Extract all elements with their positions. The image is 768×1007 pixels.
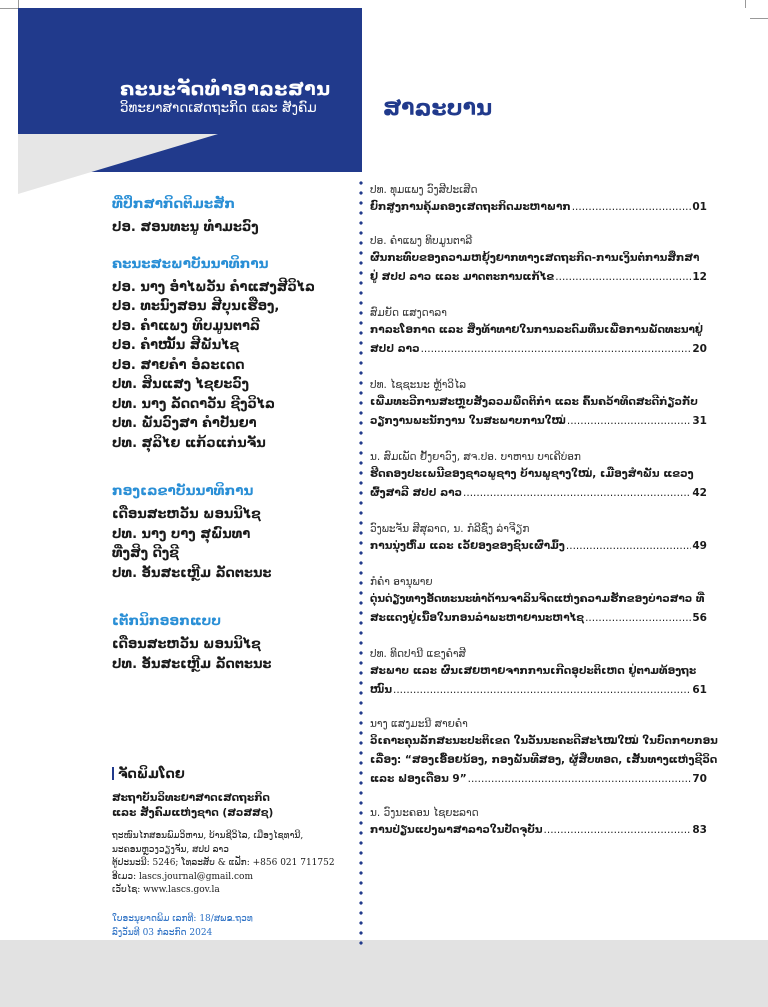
toc-author: ກໍຄໍາ ອານຸພາຍ <box>370 576 433 588</box>
toc-leader-dots <box>421 340 692 359</box>
editorial-board-title: ຄະນະຈັດທໍາອາລະສານ <box>120 78 331 100</box>
toc-page-number: 31 <box>692 415 707 427</box>
member-name: ປອ. ທະນົງສອນ ສີບຸນເຮືອງ, <box>112 299 280 314</box>
toc-entry[interactable] <box>370 233 707 287</box>
toc-leader-dots <box>463 484 691 503</box>
publisher-org <box>112 791 352 821</box>
toc-article-title <box>370 321 707 340</box>
member-name: ປທ. ນາງ ລັດດາວັນ ຊີງວິໄລ <box>112 396 276 412</box>
toc-author: ນ. ສົມເພັດ ຢັ້ງຍາວົງ, ສຈ.ປອ. ບາຫານ ບາເຄີບ່ອກ <box>370 451 581 463</box>
toc-entry[interactable] <box>370 574 707 628</box>
toc-article-title <box>370 249 707 268</box>
toc-author: ນາງ ແສງມະນີ ສາຍຄໍາ <box>370 718 468 730</box>
member-name: ປອ. ນາງ ອໍາໄພວັນ ຄໍາແສງສີວິໄລ <box>112 279 315 295</box>
publisher-address <box>112 830 352 898</box>
editorial-council-section <box>112 256 352 454</box>
toc-title-text: ສະພາບ ແລະ ຜົນເສຍຫາຍຈາກການເກີດອຸປະຕິເຫດ ຢູ່ຕາມທ້ອງຖະ <box>370 665 697 677</box>
toc-title-text: ເລື່ອງ: “ສອງເອື້ອຍນ້ອງ, ກອງພັນທີສອງ, ຜູ້ສືບທອດ, ເສັ້ນທາງແຫ່ງຊີວິດ <box>370 754 718 766</box>
editorial-secretariat-section <box>112 483 352 583</box>
toc-entry[interactable] <box>370 646 707 700</box>
bottom-band <box>0 940 768 1007</box>
toc-article-title <box>370 732 718 751</box>
member-name: ປອ. ສາຍຄໍາ ອໍລະເດດ <box>112 357 245 373</box>
address-line: ນະຄອນຫຼວງວຽງຈັນ, ສປປ ລາວ <box>112 844 229 855</box>
toc-page-number: 56 <box>692 612 707 624</box>
toc-title-text: ກາລະໂອກາດ ແລະ ສິ່ງທ້າທາຍໃນການລະດົມທຶນເພື່ອການພັດທະນາຢູ່ <box>370 324 703 336</box>
org-line: ສະຖາບັນວິທະຍາສາດເສດຖະກິດ <box>112 792 270 804</box>
toc-leader-dots <box>572 198 692 217</box>
toc-title: ສາລະບານ <box>383 96 493 121</box>
toc-article-title <box>370 484 707 503</box>
toc-title-text: ແລະ ຟອງເດືອນ 9” <box>370 773 467 785</box>
toc-leader-dots <box>555 268 691 287</box>
section-heading: ກອງເລຂາບັນນາທິການ <box>112 483 254 499</box>
permit-line: ໃບອະນຸຍາດພິມ ເລກທີ: 18/ສພຂ.ຖວທ <box>112 913 253 924</box>
org-line: ແລະ ສັງຄົມແຫ່ງຊາດ (ສວສສຊ) <box>112 807 274 819</box>
toc-article-title <box>370 412 707 431</box>
toc-article-title <box>370 465 707 484</box>
toc-page-number: 12 <box>692 271 707 283</box>
toc-title-text: ການນຸ່ງຫົ່ມ ແລະ ເວັ້ຍອງຂອງຊົນເຜົ່າມົ້ງ <box>370 540 565 552</box>
toc-author: ນ. ວົງນະຄອນ ໄຊຍະລາດ <box>370 807 479 819</box>
table-of-contents <box>370 182 718 840</box>
toc-article-title <box>370 340 707 359</box>
address-line: ຖະໜົນໄກສອນພົມວິຫານ, ບ້ານຊີວິໄລ, ເມືອງໄຊທານີ, <box>112 831 304 841</box>
member-name: ປອ. ຄໍາແພງ ທິບມູນຕາລີ <box>112 318 260 334</box>
member-name: ປທ. ນາງ ບາງ ສຸພົນທາ <box>112 526 251 542</box>
toc-title-text: ສະແດງຢູ່ເນື້ອໃນກອນລໍາພະຫາຍານະຫາໄຊ <box>370 612 585 624</box>
member-name: ທີ່ງສິງ ດີງຊີ <box>112 546 179 561</box>
publisher-heading-text: ຈັດພິມໂດຍ <box>118 767 185 782</box>
member-name: ປທ. ສຸລິໄຍ ແກ້ວແກ່ນຈັນ <box>112 435 266 451</box>
toc-entry[interactable] <box>370 716 718 789</box>
toc-page-number: 49 <box>692 540 707 552</box>
toc-title-text: ເພີ່ມທະວີການສະຫຼຸບສັງລວມພຶດຕິກໍາ ແລະ ຄົ້ນຄວ້າທິດສະດີກ່ຽວກັບ <box>370 396 698 408</box>
toc-title-text: ຜົນກະທົບຂອງຄວາມຫຍຸ້ງຍາກທາງເສດຖະກິດ-ການເງິນຕໍ່ການສຶກສາ <box>370 252 700 264</box>
toc-entry[interactable] <box>370 305 707 359</box>
toc-article-title <box>370 821 707 840</box>
honorary-advisor-section <box>112 196 352 238</box>
member-name: ປທ. ພັນວົງສາ ຄໍາປັນຍາ <box>112 416 257 431</box>
member-name: ປອ. ສອນທະນູ ທໍາມະວົງ <box>112 220 259 235</box>
member-name: ປອ. ຄໍາໝັ້ນ ສີພັນໄຊ <box>112 338 240 353</box>
toc-entry[interactable] <box>370 449 707 503</box>
toc-article-title <box>370 681 707 700</box>
toc-leader-dots <box>567 412 692 431</box>
publisher-info <box>112 767 352 940</box>
member-name: ເດືອນສະຫວັນ ພອນນິໄຊ <box>112 507 261 522</box>
toc-page-number: 42 <box>692 487 707 499</box>
toc-author: ປອ. ຄໍາແພງ ທິບມູນຕາລີ <box>370 235 473 247</box>
toc-title-text: ຢູ່ ສປປ ລາວ ແລະ ມາດຕະການແກ້ໄຂ <box>370 271 555 283</box>
toc-leader-dots <box>393 681 691 700</box>
toc-entry[interactable] <box>370 805 707 840</box>
member-name: ເດືອນສະຫວັນ ພອນນິໄຊ <box>112 637 261 652</box>
toc-article-title <box>370 198 707 217</box>
crop-mark <box>750 18 768 19</box>
toc-author: ປທ. ໄຊຊະນະ ຫຼ້າວິໄລ <box>370 379 467 391</box>
website-line: ເວັບໄຊ: www.lascs.gov.la <box>112 885 220 895</box>
member-name: ປທ. ອັນສະເຫຼີມ ລັດຕະນະ <box>112 565 272 581</box>
toc-title-text: ສປປ ລາວ <box>370 343 420 355</box>
member-name: ປທ. ອັນສະເຫຼີມ ລັດຕະນະ <box>112 656 272 672</box>
toc-title-text: ວິເຄາະຄຸນລັກສະນະປະຕິເຂດ ໃນວັນນະຄະດີສະໄໝໃໝ່ ໃນບົດກາບກອນ <box>370 735 718 747</box>
toc-page-number: 83 <box>692 824 707 836</box>
toc-article-title <box>370 662 707 681</box>
toc-title-text: ດຸ່ນດ່ຽງທາງອັດທະນະທໍາດ້ານຈາລິນຈິດແຫ່ງຄວາມຮັກຂອງບ່າວສາວ ທີ່ <box>370 593 705 605</box>
toc-title-text: ວຽກງານພະນັກງານ ໃນສະພາບການໃໝ່ <box>370 415 566 427</box>
publisher-heading <box>112 767 352 782</box>
toc-page-number: 01 <box>692 201 707 213</box>
permit-info <box>112 912 352 940</box>
toc-leader-dots <box>566 537 691 556</box>
toc-author: ປທ. ທິດປານີ ແຂງຄໍາສີ <box>370 648 466 660</box>
toc-title-text: ການປ່ຽນແປງພາສາລາວໃນປັດຈຸບັນ <box>370 824 543 836</box>
toc-page-number: 61 <box>692 684 707 696</box>
email-line: ອີເມວ: lascs.journal@gmail.com <box>112 871 253 882</box>
toc-article-title <box>370 751 718 770</box>
toc-page-number: 70 <box>692 773 707 785</box>
toc-author: ວົງພະຈັນ ສີສຸລາດ, ນ. ກໍລີຊົ່ງ ລ່າຈີຽກ <box>370 523 530 535</box>
journal-subtitle: ວິທະຍາສາດເສດຖະກິດ ແລະ ສັງຄົມ <box>120 100 317 116</box>
toc-author: ສົມຍັດ ແສງດາລາ <box>370 307 447 319</box>
heading-bar <box>112 767 114 780</box>
toc-title-text: ໜົນ <box>370 684 392 696</box>
crop-mark <box>18 0 19 8</box>
toc-article-title <box>370 393 707 412</box>
section-heading: ເຕັກນິກອອກແບບ <box>112 613 222 629</box>
toc-article-title <box>370 268 707 287</box>
permit-line: ລົງວັນທີ 03 ກໍລະກົດ 2024 <box>112 927 213 938</box>
toc-author: ປທ. ທຸມແພງ ວົງສີປະເສີດ <box>370 184 478 196</box>
section-heading: ຄະນະສະພາບັນນາທິການ <box>112 255 269 272</box>
toc-entry[interactable] <box>370 182 707 217</box>
design-section <box>112 613 352 674</box>
toc-article-title <box>370 537 707 556</box>
crop-mark <box>745 0 746 8</box>
toc-title-text: ຮີດຄອງປະເພນີຂອງຊາວພູຊາງ ບ້ານພູຊາງໃໝ່, ເມືອງສໍາພັນ ແຂວງ <box>370 468 694 480</box>
toc-leader-dots <box>585 609 691 628</box>
toc-page-number: 20 <box>692 343 707 355</box>
member-name: ປທ. ສິນແສງ ໄຊຍະວົງ <box>112 377 250 392</box>
crop-mark <box>0 8 18 9</box>
toc-title-text: ຍົກສູງການຄຸ້ມຄອງເສດຖະກິດມະຫາພາກ <box>370 201 571 213</box>
toc-entry[interactable] <box>370 377 707 431</box>
toc-article-title <box>370 609 707 628</box>
dotted-divider <box>359 178 363 946</box>
toc-article-title <box>370 770 707 789</box>
toc-title-text: ຜົ້ງສາລີ ສປປ ລາວ <box>370 487 463 499</box>
toc-leader-dots <box>468 770 692 789</box>
toc-leader-dots <box>544 821 692 840</box>
editorial-board <box>112 196 352 692</box>
toc-article-title <box>370 590 707 609</box>
toc-entry[interactable] <box>370 521 707 556</box>
section-heading: ທີ່ປຶກສາກິດຕິມະສັກ <box>112 196 236 212</box>
address-line: ຕູ້ປະນະນີ: 5246; ໂທລະສັບ & ແຟັກ: +856 021 711752 <box>112 858 335 868</box>
